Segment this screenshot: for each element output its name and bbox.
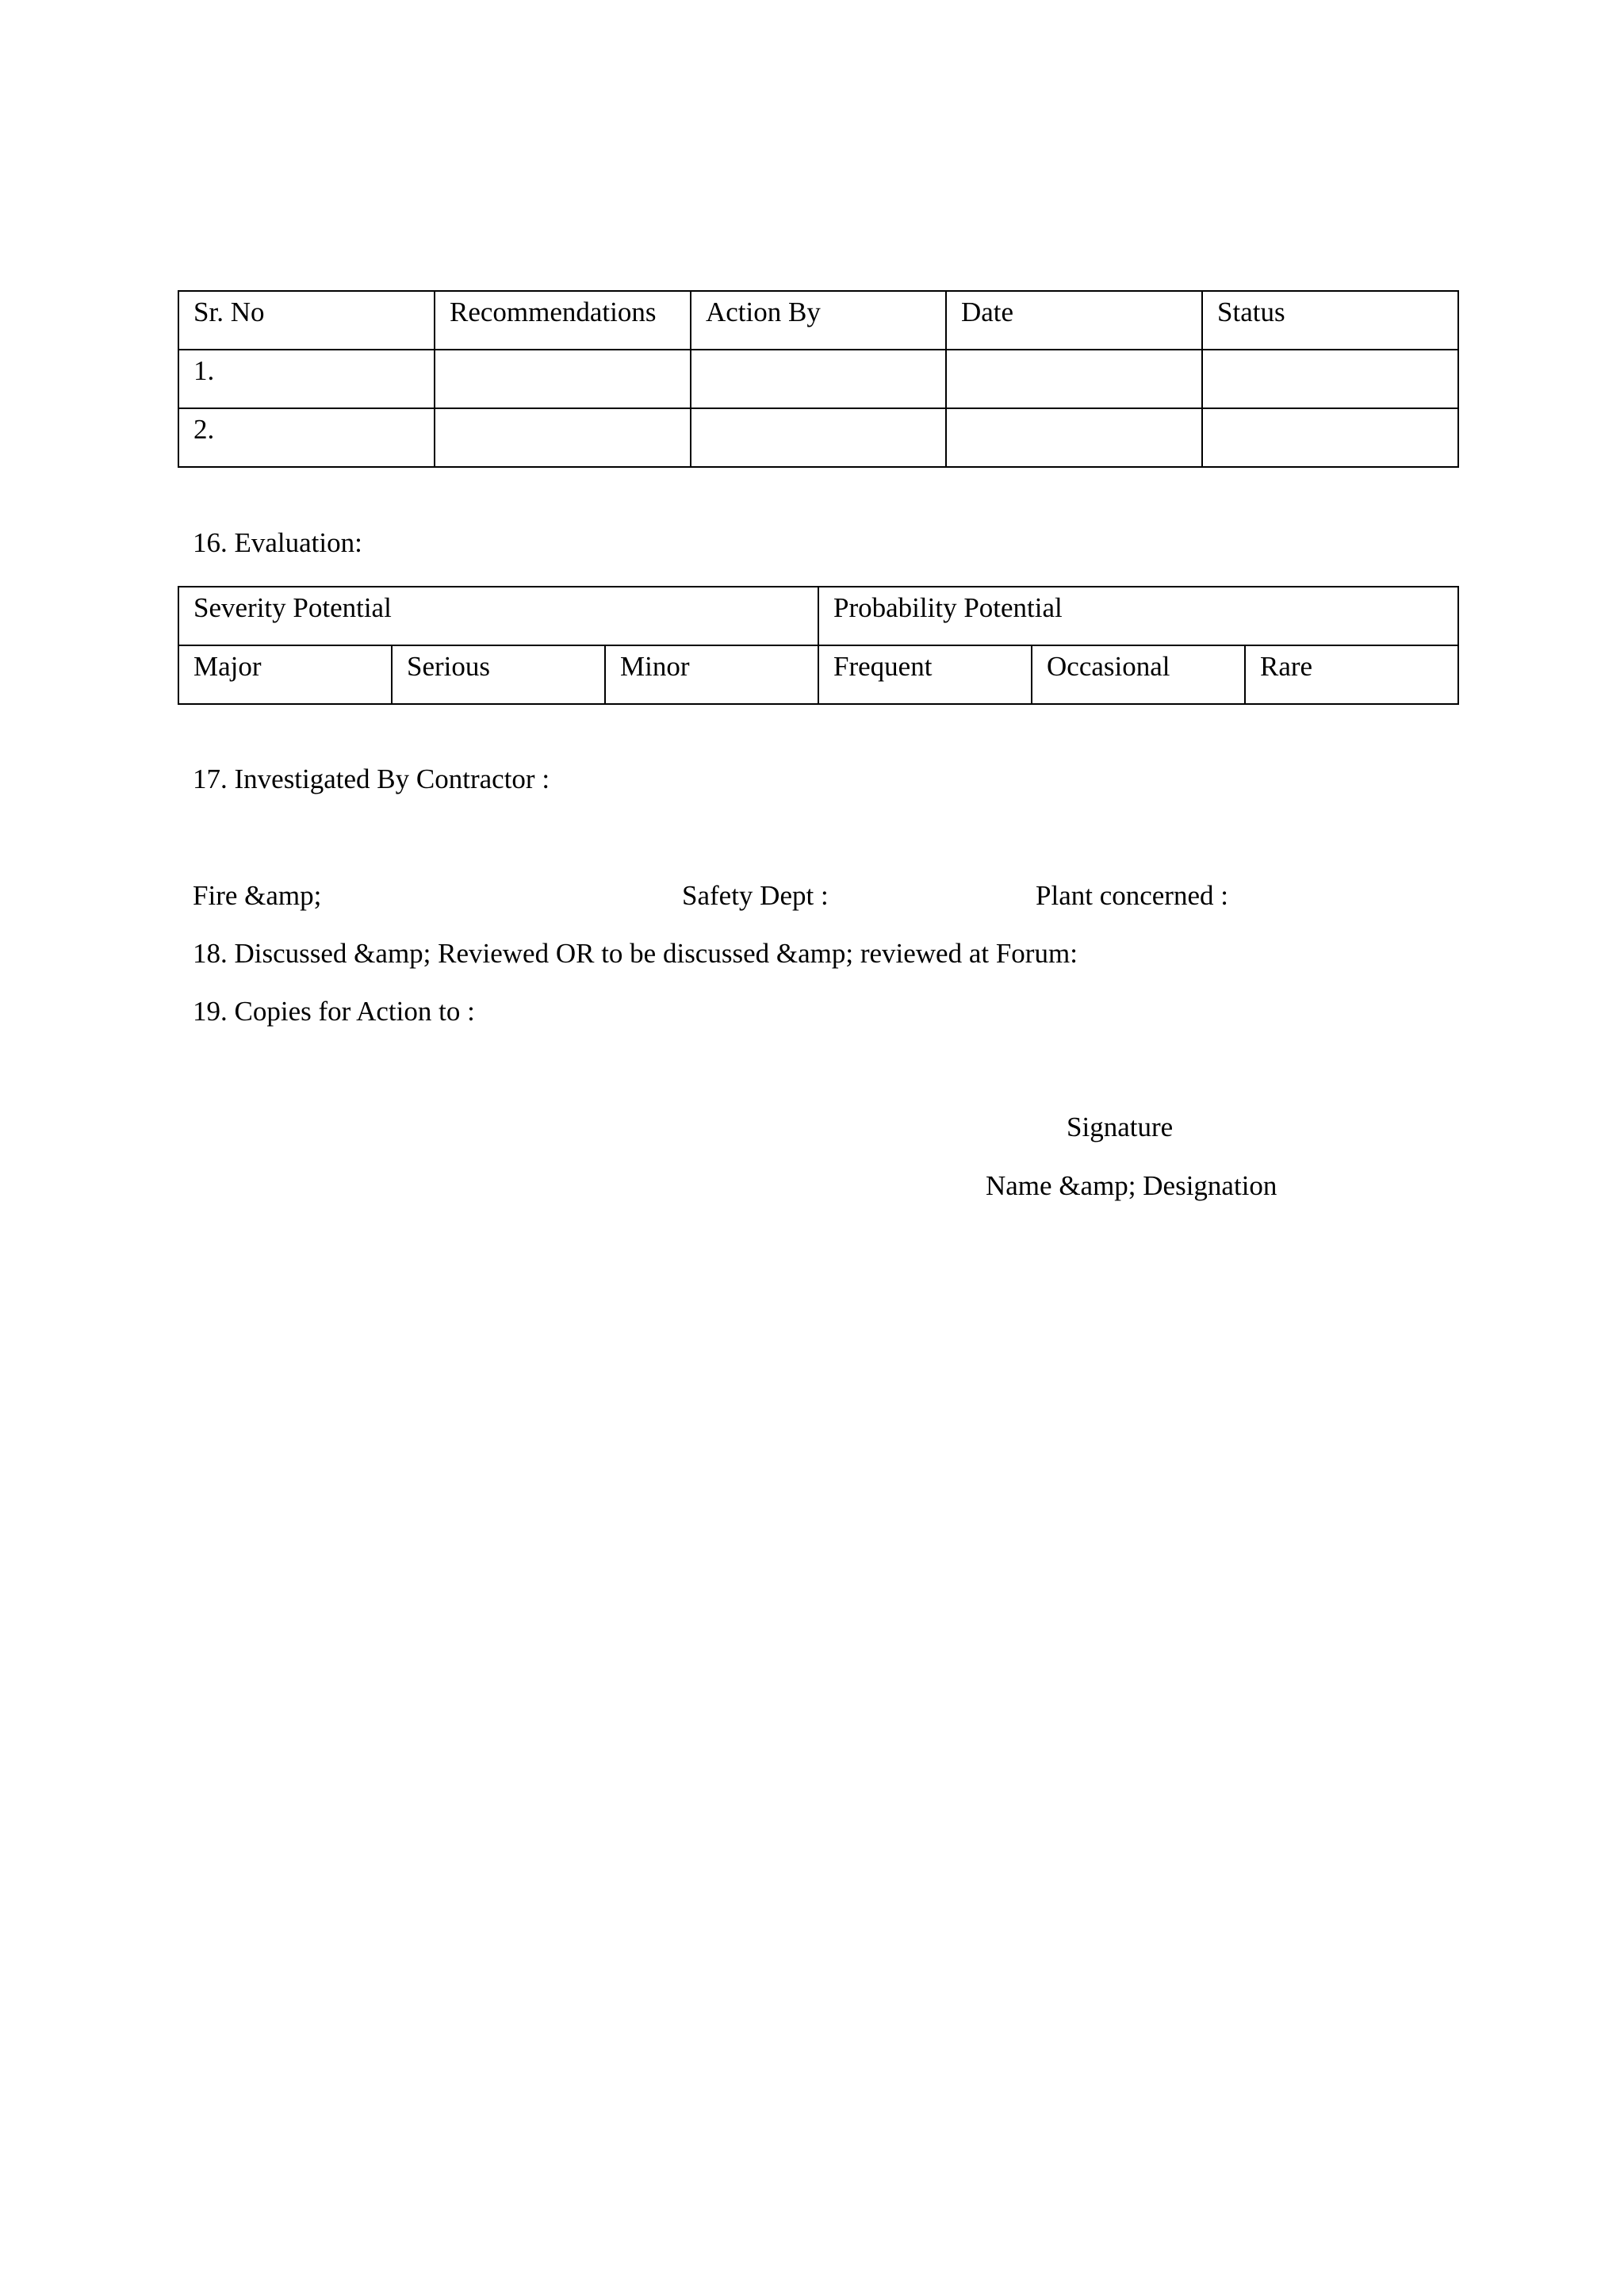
probability-potential-label: Probability Potential bbox=[833, 592, 1063, 623]
header-cell bbox=[946, 291, 1202, 350]
header-cell bbox=[691, 291, 946, 350]
probability-header-cell bbox=[818, 587, 1458, 645]
option-occasional: Occasional bbox=[1047, 651, 1170, 682]
option-cell bbox=[1032, 645, 1245, 704]
table-cell bbox=[178, 408, 435, 467]
table-cell bbox=[946, 408, 1202, 467]
table-row bbox=[178, 408, 1458, 467]
copies-for-action-line: 19. Copies for Action to : bbox=[193, 996, 475, 1027]
plant-concerned-label: Plant concerned : bbox=[1036, 880, 1228, 911]
table-cell bbox=[1202, 408, 1458, 467]
table-cell bbox=[946, 350, 1202, 408]
evaluation-table bbox=[178, 586, 1459, 705]
header-cell bbox=[435, 291, 691, 350]
option-cell bbox=[392, 645, 605, 704]
header-date: Date bbox=[961, 297, 1014, 327]
table-header-row bbox=[178, 291, 1458, 350]
row-number: 1. bbox=[193, 355, 215, 386]
option-rare: Rare bbox=[1260, 651, 1313, 682]
table-cell bbox=[435, 350, 691, 408]
recommendations-table bbox=[178, 290, 1459, 468]
severity-header-cell bbox=[178, 587, 818, 645]
name-designation-label: Name &amp; Designation bbox=[986, 1170, 1277, 1201]
evaluation-header-row bbox=[178, 587, 1458, 645]
option-minor: Minor bbox=[620, 651, 690, 682]
table-cell bbox=[178, 350, 435, 408]
investigated-by-line: 17. Investigated By Contractor : bbox=[193, 763, 550, 794]
fire-signoff-label: Fire &amp; bbox=[193, 880, 322, 911]
option-cell bbox=[605, 645, 818, 704]
table-cell bbox=[691, 408, 946, 467]
safety-dept-label: Safety Dept : bbox=[682, 880, 829, 911]
table-cell bbox=[1202, 350, 1458, 408]
option-serious: Serious bbox=[407, 651, 490, 682]
header-recommendations: Recommendations bbox=[450, 297, 657, 327]
option-major: Major bbox=[193, 651, 262, 682]
option-cell bbox=[818, 645, 1032, 704]
option-cell bbox=[178, 645, 392, 704]
option-frequent: Frequent bbox=[833, 651, 933, 682]
table-cell bbox=[691, 350, 946, 408]
header-cell bbox=[1202, 291, 1458, 350]
evaluation-options-row bbox=[178, 645, 1458, 704]
header-action-by: Action By bbox=[706, 297, 821, 327]
signature-label: Signature bbox=[1067, 1112, 1174, 1142]
discussed-reviewed-line: 18. Discussed &amp; Reviewed OR to be discussed &amp; reviewed at Forum: bbox=[193, 938, 1078, 969]
option-cell bbox=[1245, 645, 1458, 704]
row-number: 2. bbox=[193, 414, 215, 445]
evaluation-heading: 16. Evaluation: bbox=[193, 527, 362, 558]
header-cell bbox=[178, 291, 435, 350]
header-status: Status bbox=[1217, 297, 1285, 327]
table-row bbox=[178, 350, 1458, 408]
table-cell bbox=[435, 408, 691, 467]
header-sr-no: Sr. No bbox=[193, 297, 265, 327]
severity-potential-label: Severity Potential bbox=[193, 592, 392, 623]
